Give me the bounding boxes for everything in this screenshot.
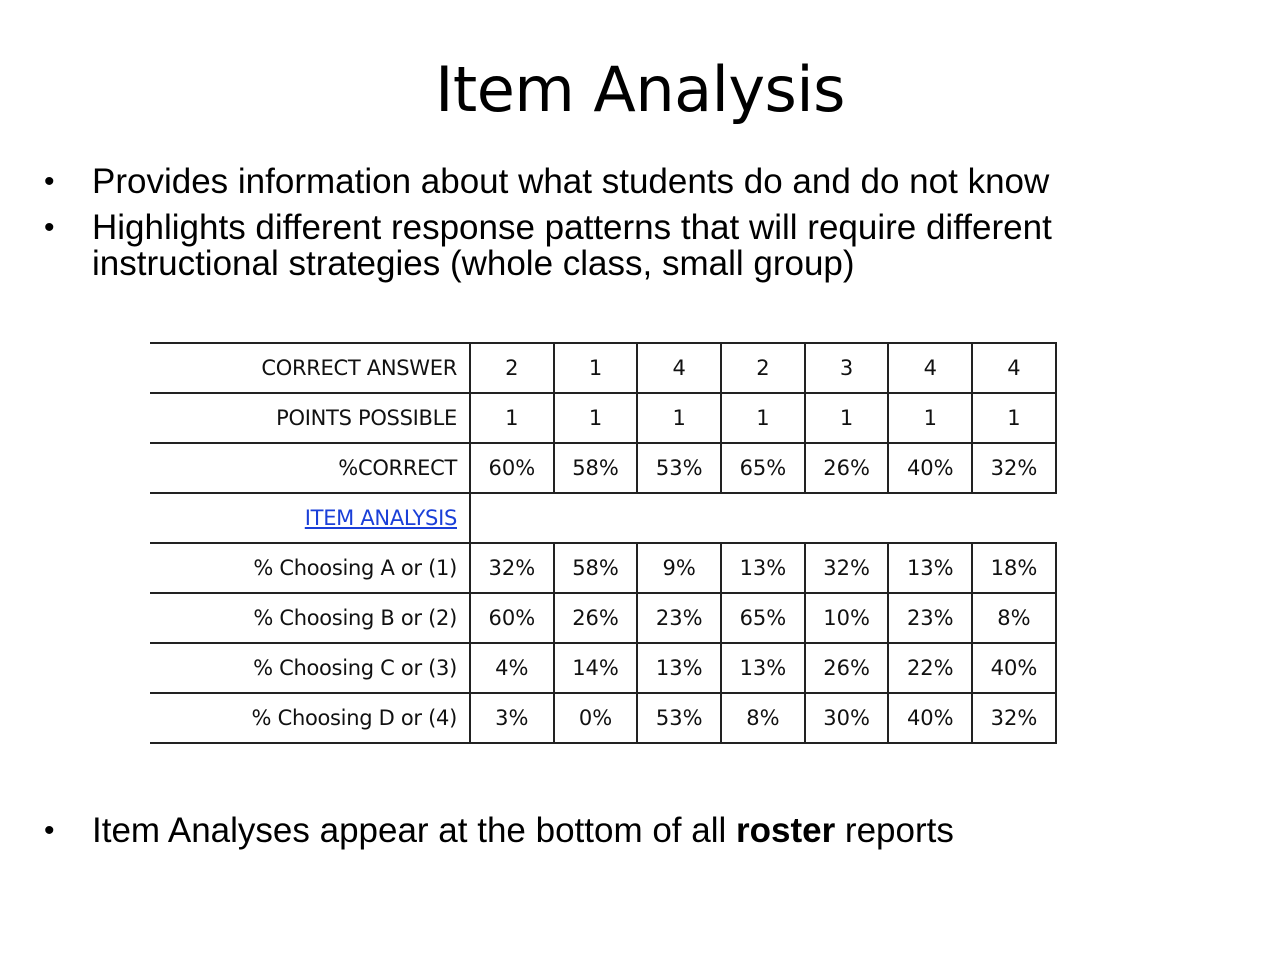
bullet-item (0, 164, 1280, 200)
table-cell: 1 (805, 393, 889, 443)
table-cell: 23% (888, 593, 972, 643)
table-row (150, 593, 1056, 643)
table-cell: 4% (470, 643, 554, 693)
table-row (150, 443, 1056, 493)
bullet-dot-icon: • (44, 814, 55, 847)
table-row (150, 493, 1056, 543)
bullet-text: Provides information about what students do and do not know (92, 162, 1050, 201)
table-cell: 3 (805, 343, 889, 393)
row-label-cell (150, 643, 470, 693)
table-row (150, 643, 1056, 693)
row-label-cell (150, 393, 470, 443)
table-cell: 1 (972, 393, 1056, 443)
table-cell: 40% (972, 643, 1056, 693)
bullet-text-before: Item Analyses appear at the bottom of all (92, 811, 736, 850)
table-cell: 30% (805, 693, 889, 743)
row-label-cell (150, 343, 470, 393)
table-cell: 1 (888, 393, 972, 443)
table-cell: 13% (888, 543, 972, 593)
bullet-text-after: reports (835, 811, 954, 850)
table-cell: 60% (470, 593, 554, 643)
table-cell: 32% (972, 693, 1056, 743)
bullet-item-roster (0, 813, 1280, 849)
row-label: %CORRECT (338, 456, 457, 480)
row-label: % Choosing C or (3) (253, 656, 457, 680)
bullet-item (0, 210, 1280, 282)
table-cell: 1 (554, 393, 638, 443)
item-analysis-table (150, 342, 1057, 744)
table-cell: 1 (721, 393, 805, 443)
table-cell: 9% (637, 543, 721, 593)
empty-section-cell (470, 493, 1056, 543)
table-cell: 32% (805, 543, 889, 593)
table-cell: 22% (888, 643, 972, 693)
row-label-cell (150, 543, 470, 593)
table-cell: 26% (805, 443, 889, 493)
bullet-text: Highlights different response patterns that will require different instructional strategies (whole class, small group) (92, 208, 1052, 283)
table-cell: 2 (470, 343, 554, 393)
table-cell: 1 (470, 393, 554, 443)
table-cell: 2 (721, 343, 805, 393)
bullet-dot-icon: • (44, 165, 55, 198)
table-cell: 65% (721, 593, 805, 643)
table-row (150, 343, 1056, 393)
row-label: % Choosing B or (2) (253, 606, 457, 630)
table-cell: 13% (637, 643, 721, 693)
table-cell: 26% (805, 643, 889, 693)
table-row (150, 543, 1056, 593)
table-cell: 53% (637, 693, 721, 743)
bullet-text-bold: roster (735, 811, 836, 850)
row-label: CORRECT ANSWER (261, 356, 457, 380)
table-cell: 40% (888, 693, 972, 743)
table-cell: 3% (470, 693, 554, 743)
table-cell: 53% (637, 443, 721, 493)
bullet-dot-icon: • (44, 211, 55, 244)
row-label: POINTS POSSIBLE (276, 406, 457, 430)
table-cell: 32% (972, 443, 1056, 493)
row-label-cell (150, 443, 470, 493)
row-label: % Choosing D or (4) (251, 706, 457, 730)
row-label-cell (150, 493, 470, 543)
table-cell: 1 (554, 343, 638, 393)
table-row (150, 393, 1056, 443)
table-cell: 4 (637, 343, 721, 393)
table-cell: 23% (637, 593, 721, 643)
table-row (150, 693, 1056, 743)
table-cell: 32% (470, 543, 554, 593)
table-cell: 1 (637, 393, 721, 443)
item-analysis-link[interactable]: ITEM ANALYSIS (304, 506, 457, 530)
table-cell: 26% (554, 593, 638, 643)
table-cell: 65% (721, 443, 805, 493)
table-cell: 8% (972, 593, 1056, 643)
table-cell: 4 (972, 343, 1056, 393)
table-cell: 18% (972, 543, 1056, 593)
table-cell: 0% (554, 693, 638, 743)
table-cell: 14% (554, 643, 638, 693)
table-cell: 60% (470, 443, 554, 493)
table-cell: 10% (805, 593, 889, 643)
bullet-list (0, 164, 1280, 292)
slide-title: Item Analysis (435, 53, 845, 126)
table-cell: 4 (888, 343, 972, 393)
row-label-cell (150, 693, 470, 743)
table-cell: 8% (721, 693, 805, 743)
table-cell: 58% (554, 443, 638, 493)
table-cell: 13% (721, 643, 805, 693)
table-cell: 13% (721, 543, 805, 593)
row-label: % Choosing A or (1) (253, 556, 457, 580)
row-label-cell (150, 593, 470, 643)
table-cell: 40% (888, 443, 972, 493)
table-cell: 58% (554, 543, 638, 593)
